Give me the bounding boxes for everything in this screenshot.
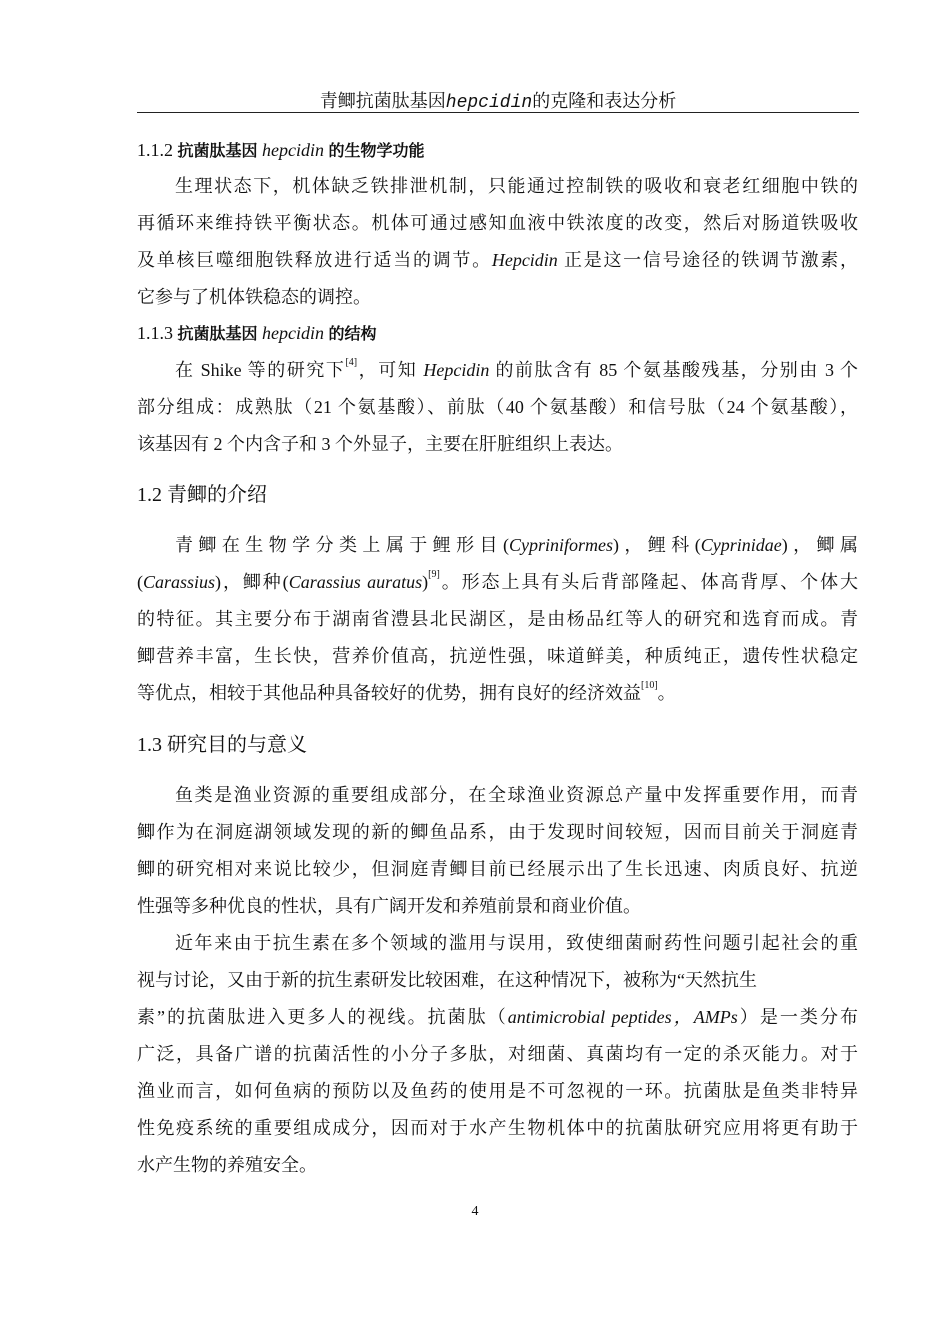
paragraph-line: [175, 783, 858, 807]
italic-term: hepcidin: [257, 140, 329, 160]
text-run: 的生物学功能: [328, 141, 425, 160]
text-run: 近年来由于抗生素在多个领域的滥用与误用，致使细菌耐药性问题引起社会的重: [175, 933, 858, 953]
text-run: 鲫的研究相对来说比较少，但洞庭青鲫目前已经展示出了生长迅速、肉质良好、抗逆: [137, 859, 858, 879]
paragraph-line: [137, 395, 858, 419]
italic-term: antimicrobial peptides，AMPs: [507, 1007, 738, 1027]
text-run: )，鲫属: [781, 535, 858, 555]
text-run: 及单核巨噬细胞铁释放进行适当的调节。: [137, 250, 492, 270]
paragraph-line: [175, 358, 858, 382]
paragraph-line: [137, 1079, 858, 1103]
text-run: 在 Shike 等的研究下: [175, 360, 346, 380]
text-run: 生理状态下，机体缺乏铁排泄机制，只能通过控制铁的吸收和衰老红细胞中铁的: [175, 176, 858, 196]
paragraph-line: [137, 1116, 858, 1140]
section-heading: [137, 482, 858, 507]
header-title-pre: 青鲫抗菌肽基因: [319, 91, 446, 111]
text-run: 鲫营养丰富，生长快，营养价值高，抗逆性强，味道鲜美，种质纯正，遗传性状稳定: [137, 646, 858, 666]
citation-ref: [10]: [641, 680, 658, 691]
text-run: 视与讨论，又由于新的抗生素研发比较困难，在这种情况下，被称为“天然抗生: [137, 970, 757, 990]
paragraph-line: [137, 607, 858, 631]
text-run: 鱼类是渔业资源的重要组成部分，在全球渔业资源总产量中发挥重要作用，而青: [175, 785, 858, 805]
italic-term: Hepcidin: [491, 250, 558, 270]
text-run: 广泛，具备广谱的抗菌活性的小分子多肽，对细菌、真菌均有一定的杀灭能力。对于: [137, 1044, 858, 1064]
header-title-post: 的克隆和表达分析: [532, 91, 677, 111]
italic-term: hepcidin: [257, 323, 329, 343]
text-run: 部分组成：成熟肽（21 个氨基酸）、前肽（40 个氨基酸）和信号肽（24 个氨基酸），: [137, 397, 858, 417]
text-run: 的特征。其主要分布于湖南省澧县北民湖区，是由杨品红等人的研究和选育而成。青: [137, 609, 858, 629]
paragraph-line: [137, 894, 858, 918]
text-run: 1.2: [137, 484, 167, 506]
text-run: 。: [657, 683, 676, 703]
paragraph-line: [137, 285, 858, 309]
italic-term: Carassius auratus: [288, 572, 423, 592]
citation-ref: [4]: [345, 358, 358, 368]
paragraph-line: [137, 570, 858, 594]
text-run: 抗菌肽基因: [177, 324, 258, 343]
paragraph-line: [175, 174, 858, 198]
text-run: 正是这一信号途径的铁调节激素，: [557, 250, 858, 270]
paragraph-line: [137, 968, 858, 992]
text-run: ): [422, 572, 429, 592]
text-run: 渔业而言，如何鱼病的预防以及鱼药的使用是不可忽视的一环。抗菌肽是鱼类非特异: [137, 1081, 858, 1101]
section-heading: [137, 321, 858, 346]
paragraph-line: [137, 1153, 858, 1177]
text-run: 研究目的与意义: [167, 732, 307, 756]
page-number: 4: [471, 1204, 479, 1219]
paragraph-line: [137, 681, 858, 705]
text-run: 的结构: [328, 324, 377, 343]
text-run: 再循环来维持铁平衡状态。机体可通过感知血液中铁浓度的改变，然后对肠道铁吸收: [137, 213, 858, 233]
section-heading: [137, 138, 858, 163]
header-title-gene: hepcidin: [445, 93, 533, 113]
text-run: 1.1.3: [137, 323, 178, 343]
text-run: ，可知: [357, 360, 424, 380]
text-run: 等优点，相较于其他品种具备较好的优势，拥有良好的经济效益: [137, 683, 641, 703]
paragraph-line: [137, 644, 858, 668]
text-run: (: [137, 572, 143, 592]
text-run: 性免疫系统的重要组成成分，因而对于水产生物机体中的抗菌肽研究应用将更有助于: [137, 1118, 858, 1138]
paragraph-line: [175, 931, 858, 955]
paragraph-line: [137, 211, 858, 235]
italic-term: Cypriniformes: [508, 535, 613, 555]
text-run: 。形态上具有头后背部隆起、体高背厚、个体大: [439, 572, 858, 592]
italic-term: Cyprinidae: [700, 535, 782, 555]
text-run: 青鲫在生物学分类上属于鲤形目(: [175, 535, 509, 555]
text-run: 抗菌肽基因: [177, 141, 258, 160]
italic-term: Carassius: [143, 572, 216, 592]
paragraph-line: [137, 857, 858, 881]
paragraph-line: [137, 248, 858, 272]
paragraph-line: [137, 1042, 858, 1066]
text-run: 性强等多种优良的性状，具有广阔开发和养殖前景和商业价值。: [137, 896, 641, 916]
text-run: 水产生物的养殖安全。: [137, 1155, 317, 1175]
text-run: 该基因有 2 个内含子和 3 个外显子，主要在肝脏组织上表达。: [137, 434, 623, 454]
text-run: 素”的抗菌肽进入更多人的视线。抗菌肽（: [137, 1007, 508, 1027]
paragraph-line: [137, 1005, 858, 1029]
text-run: )，鲫种(: [215, 572, 289, 592]
paragraph-line: [137, 432, 858, 456]
text-run: )，鲤科(: [613, 535, 701, 555]
text-run: 它参与了机体铁稳态的调控。: [137, 287, 371, 307]
text-run: 青鲫的介绍: [167, 482, 267, 506]
text-run: ）是一类分布: [737, 1007, 858, 1027]
text-run: 鲫作为在洞庭湖领域发现的新的鲫鱼品系，由于发现时间较短，因而目前关于洞庭青: [137, 822, 858, 842]
paragraph-line: [175, 533, 858, 557]
text-run: 的前肽含有 85 个氨基酸残基，分别由 3 个: [489, 360, 858, 380]
text-run: 1.1.2: [137, 140, 178, 160]
header-rule: [137, 112, 859, 113]
section-heading: [137, 732, 858, 757]
paragraph-line: [137, 820, 858, 844]
italic-term: Hepcidin: [423, 360, 490, 380]
text-run: 1.3: [137, 734, 167, 756]
citation-ref: [9]: [428, 570, 440, 580]
